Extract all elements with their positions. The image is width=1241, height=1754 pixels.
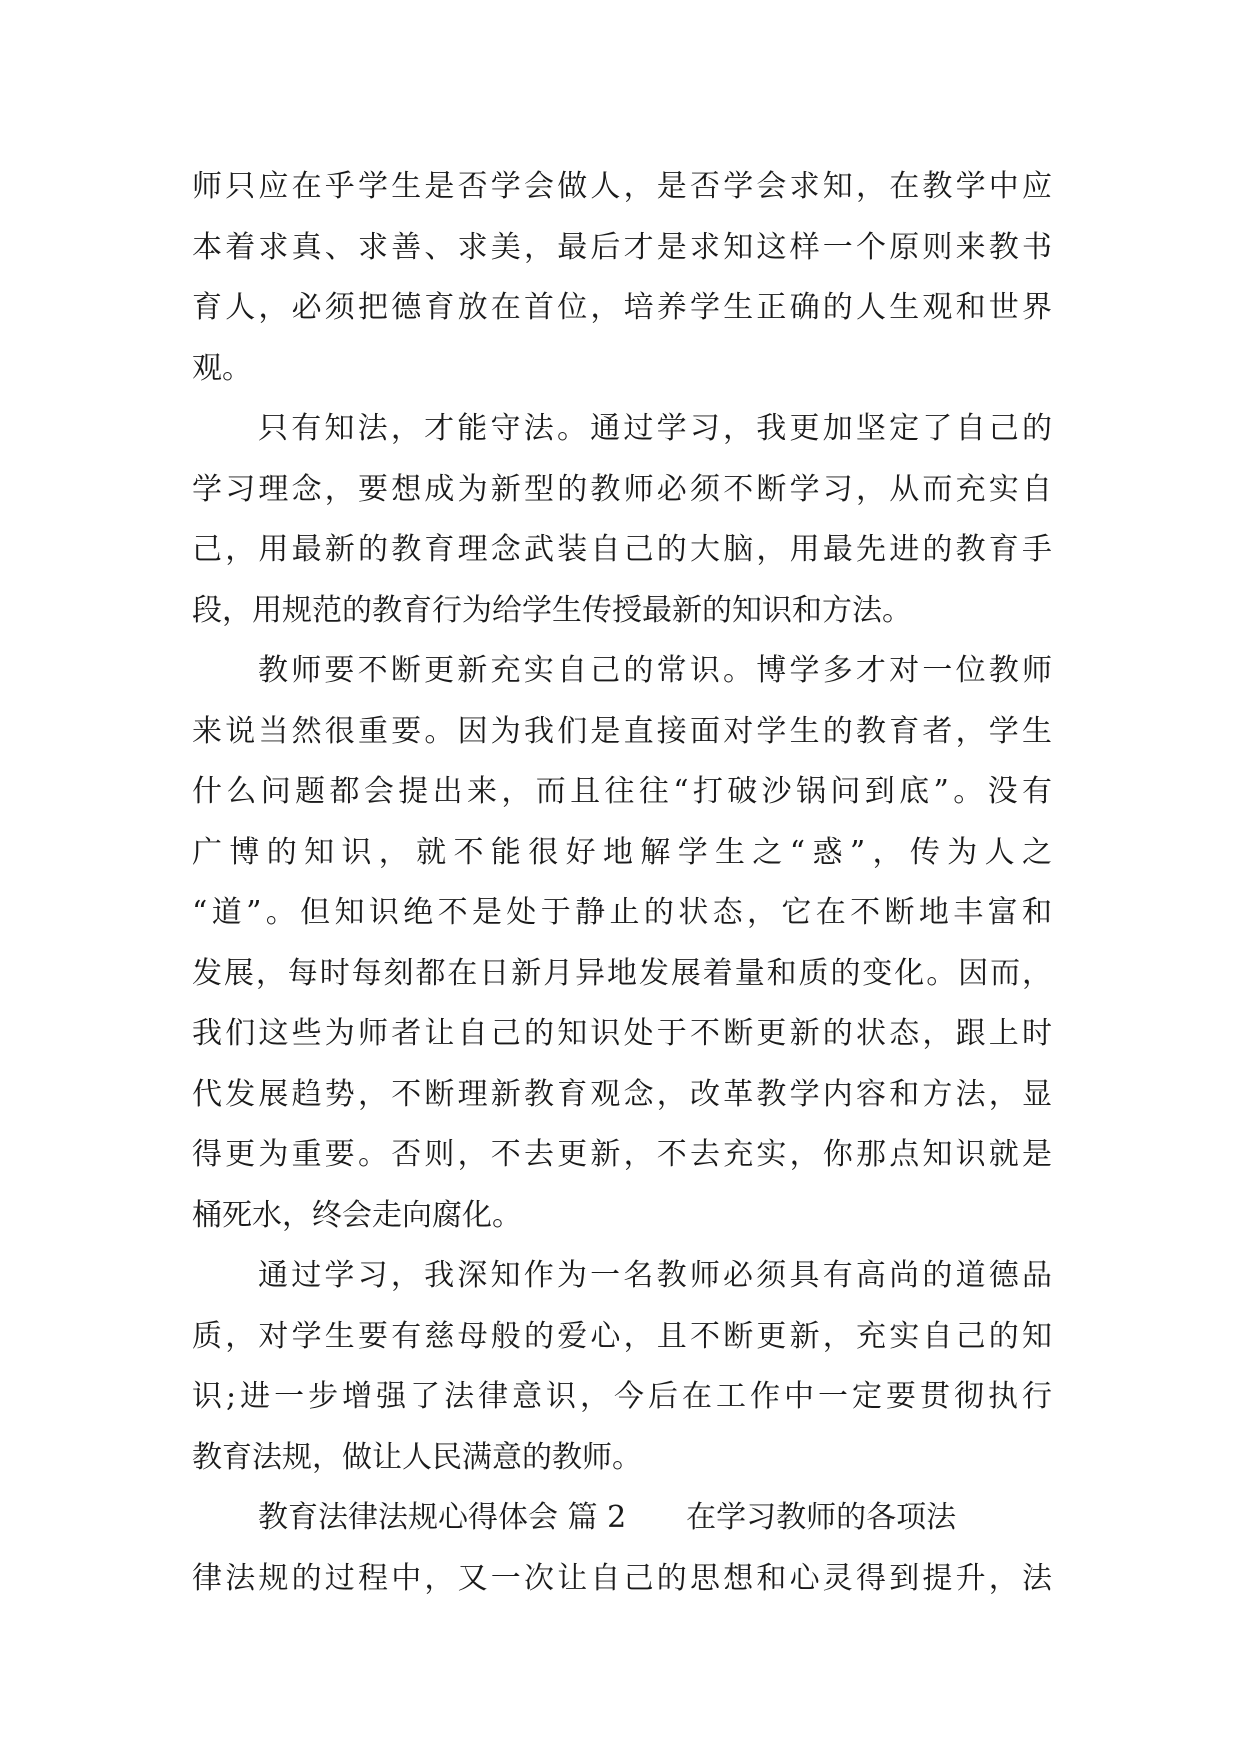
- body-text: [192, 157, 1052, 1609]
- text-line: 本着求真、求善、求美，最后才是求知这样一个原则来教书: [192, 229, 1052, 265]
- text-line: 广博的知识，就不能很好地解学生之“惑”，传为人之: [192, 834, 1052, 870]
- text-line: 律法规的过程中，又一次让自己的思想和心灵得到提升，法: [192, 1560, 1052, 1596]
- section-heading-line: [192, 1488, 1052, 1549]
- text-line: 来说当然很重要。因为我们是直接面对学生的教育者，学生: [192, 713, 1052, 749]
- text-line: 质，对学生要有慈母般的爱心，且不断更新，充实自己的知: [192, 1318, 1052, 1354]
- section-2: [192, 1488, 1052, 1609]
- paragraph-4: [192, 1246, 1052, 1488]
- text-line: 代发展趋势，不断理新教育观念，改革教学内容和方法，显: [192, 1076, 1052, 1112]
- text-line: 我们这些为师者让自己的知识处于不断更新的状态，跟上时: [192, 1016, 1052, 1051]
- text-line: 发展，每时每刻都在日新月异地发展着量和质的变化。因而，: [192, 955, 1052, 991]
- text-line: 通过学习，我深知作为一名教师必须具有高尚的道德品: [258, 1258, 1052, 1293]
- text-line: 育人，必须把德育放在首位，培养学生正确的人生观和世界: [192, 290, 1052, 325]
- text-line: 师只应在乎学生是否学会做人，是否学会求知，在教学中应: [192, 169, 1052, 204]
- text-line: 己，用最新的教育理念武装自己的大脑，用最先进的教育手: [192, 532, 1052, 567]
- section-heading: 教育法律法规心得体会 篇 2: [258, 1500, 627, 1535]
- text-line: 得更为重要。否则，不去更新，不去充实，你那点知识就是: [192, 1137, 1052, 1172]
- paragraph-1: [192, 157, 1052, 399]
- text-line: 教师要不断更新充实自己的常识。博学多才对一位教师: [258, 653, 1052, 688]
- text-line: 观。: [192, 350, 252, 386]
- text-line: 教育法规，做让人民满意的教师。: [192, 1439, 642, 1475]
- paragraph-3: [192, 641, 1052, 1246]
- text-line: 桶死水，终会走向腐化。: [192, 1197, 522, 1233]
- text-line: 识;进一步增强了法律意识，今后在工作中一定要贯彻执行: [192, 1379, 1052, 1414]
- text-line: 学习理念，要想成为新型的教师必须不断学习，从而充实自: [192, 471, 1052, 507]
- text-line: 什么问题都会提出来，而且往往“打破沙锅问到底”。没有: [192, 774, 1052, 809]
- text-line: 只有知法，才能守法。通过学习，我更加坚定了自己的: [258, 411, 1052, 446]
- text-line: “道”。但知识绝不是处于静止的状态，它在不断地丰富和: [192, 895, 1052, 930]
- section-first-line: 在学习教师的各项法: [686, 1500, 957, 1535]
- paragraph-2: [192, 399, 1052, 641]
- text-line: 段，用规范的教育行为给学生传授最新的知识和方法。: [192, 592, 912, 628]
